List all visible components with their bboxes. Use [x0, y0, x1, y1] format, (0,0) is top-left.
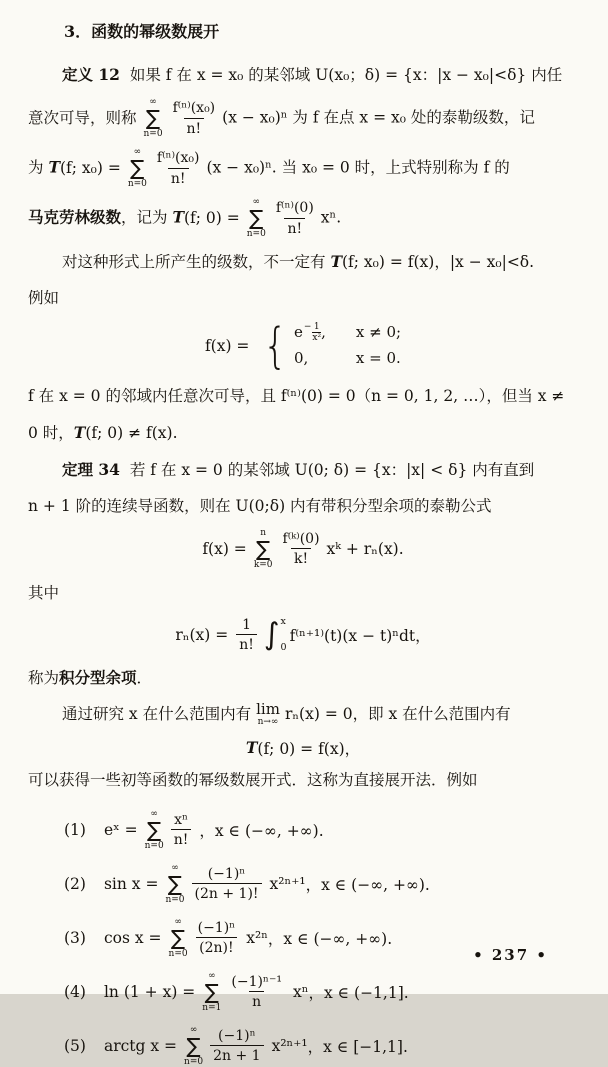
paragraph-text: 通过研究 x 在什么范围内有: [62, 704, 252, 723]
summation-symbol: ∞ ∑ n=1: [202, 970, 222, 1013]
series-power-term: x²ⁿ⁺¹: [269, 875, 306, 894]
remainder-formula: [28, 616, 578, 654]
definition-12-line-4: [28, 198, 578, 239]
remainder-name-pre: 称为: [28, 668, 60, 687]
fraction: $\frac{\text{f⁽ᵏ⁾(0)}}{k!}$: [282, 530, 320, 567]
paragraph-counterexample-line-1: [28, 248, 578, 276]
series-expansion-2: [28, 864, 578, 905]
series-power-term: x²ⁿ: [246, 929, 268, 948]
series-power-term: x²ⁿ⁺¹: [271, 1037, 308, 1056]
remainder-name-post: ．: [136, 668, 153, 687]
series-domain: ，x ∈ (−1,1].: [308, 984, 409, 1003]
summation-symbol: ∞ ∑ n=0: [127, 147, 147, 189]
taylor-formula-tail: xᵏ + rₙ(x).: [326, 540, 404, 558]
among-which-label: 其中: [28, 583, 60, 602]
definition-12-line-2: [28, 98, 578, 139]
sigma-glyph: ∑: [167, 871, 183, 896]
integral-glyph: ∫: [263, 616, 280, 652]
series-lhs: cos x =: [103, 929, 162, 948]
case-equation-lhs: f(x) =: [204, 336, 250, 355]
definition-12-text-3c: (x − x₀)ⁿ. 当 x₀ = 0 时，上式特别称为 f 的: [206, 158, 510, 177]
limit-symbol: lim n→∞: [256, 700, 280, 728]
paragraph-limit-line-2: 可以获得一些初等函数的幂级数展开式．这称为直接展开法．例如: [28, 770, 478, 789]
paragraph-text: (f; x₀) = f(x)，|x − x₀|<δ.: [341, 253, 535, 271]
fraction: $\frac{1}{n!}$: [236, 616, 257, 654]
series-expansion-1: [28, 810, 578, 851]
series-lhs: eˣ =: [103, 821, 138, 840]
summation-symbol: ∞ ∑ n=0: [246, 197, 266, 239]
sigma-glyph: ∑: [204, 979, 219, 1004]
definition-12-line-3: [28, 148, 578, 189]
theorem-34-label: 定理 34: [62, 459, 120, 479]
theorem-34-line-1: [28, 456, 578, 484]
series-domain: ，x ∈ [−1,1].: [307, 1038, 408, 1057]
series-power-term: xⁿ: [293, 983, 309, 1002]
remainder-formula-tail: f⁽ⁿ⁺¹⁾(t)(x − t)ⁿdt，: [289, 626, 431, 645]
fraction: $\frac{\text{f⁽ⁿ⁾(x₀)}}{n!}$: [156, 150, 200, 187]
case-row-1-condition: x ≠ 0;: [355, 323, 402, 341]
summation-symbol: ∞ ∑ n=0: [143, 97, 163, 139]
definition-12-label: 定义 12: [62, 65, 120, 84]
item-number: (2): [64, 875, 86, 894]
sigma-glyph: ∑: [130, 156, 145, 180]
case-row-1-value: e − $\frac{1}{\text{x²}}$ ,: [293, 322, 326, 343]
taylor-formula: [28, 529, 578, 570]
definition-12-text-1: 如果 f 在 x = x₀ 的某邻域 U(x₀；δ) = {x：|x − x₀|<δ} 内任: [129, 66, 563, 84]
definition-12-text-3a: 为: [28, 158, 49, 177]
section-heading: 3．函数的幂级数展开: [64, 22, 220, 41]
series-lhs: ln (1 + x) =: [103, 983, 196, 1002]
definition-12-text-4b: (f; 0) =: [184, 208, 240, 227]
item-number: (3): [64, 929, 86, 948]
paragraph-counterexample-line-2: 例如: [28, 289, 60, 307]
paragraph-derivatives-line-1: f 在 x = 0 的邻域内任意次可导，且 f⁽ⁿ⁾(0) = 0（n = 0, 1, 2, …），但当 x ≠: [28, 386, 565, 405]
series-domain: ，x ∈ (−∞, +∞).: [305, 876, 430, 895]
series-lhs: sin x =: [103, 875, 159, 894]
series-lhs: arctg x =: [103, 1037, 178, 1056]
definition-12-line-1: [28, 61, 578, 89]
definition-12-text-2b: (x − x₀)ⁿ 为 f 在点 x = x₀ 处的泰勒级数，记: [222, 108, 535, 127]
summation-symbol: ∞ ∑ n=0: [168, 916, 188, 959]
taylor-series-symbol: T: [73, 422, 86, 442]
maclaurin-equality-equation: [28, 737, 578, 759]
case-rows: [294, 321, 401, 371]
paragraph-text: 对这种形式上所产生的级数，不一定有: [62, 253, 331, 271]
summation-symbol: n ∑ k=0: [253, 527, 273, 570]
paragraph-limit-line-1: [28, 701, 578, 728]
sigma-glyph: ∑: [256, 536, 271, 561]
paragraph-derivatives-line-2: [28, 419, 578, 447]
summation-symbol: ∞ ∑ n=0: [144, 808, 164, 851]
sigma-glyph: ∑: [147, 817, 162, 842]
fraction: $\frac{\text{(−1)ⁿ⁻¹}}{n}$: [231, 974, 282, 1011]
fraction: $\frac{\text{f⁽ⁿ⁾(x₀)}}{n!}$: [172, 100, 216, 137]
summation-symbol: ∞ ∑ n=0: [184, 1024, 204, 1067]
taylor-series-symbol: T: [330, 252, 342, 271]
page-number: • 237 •: [473, 946, 548, 964]
item-number: (1): [64, 821, 86, 840]
series-expansion-4: [28, 972, 578, 1013]
remainder-name-line: [28, 664, 578, 692]
integral-symbol: ∫ x 0: [263, 615, 287, 654]
fraction: $\frac{\text{(−1)ⁿ}}{(2n + 1)!}$: [192, 865, 262, 903]
case-row-2-condition: x = 0.: [355, 349, 401, 368]
theorem-34-text-1: 若 f 在 x = 0 的某邻域 U(0; δ) = {x：|x| < δ} 内有直到: [129, 460, 535, 479]
summation-symbol: ∞ ∑ n=0: [165, 862, 185, 905]
taylor-formula-lhs: f(x) =: [202, 540, 247, 558]
exponent-fraction: − $\frac{1}{\text{x²}}$: [303, 322, 322, 343]
sigma-glyph: ∑: [145, 106, 161, 130]
item-number: (5): [64, 1037, 86, 1056]
sigma-glyph: ∑: [170, 925, 186, 950]
paragraph-text: 0 时，: [28, 423, 74, 442]
paragraph-text: rₙ(x) = 0，即 x 在什么范围内有: [284, 704, 511, 723]
fraction: $\frac{\text{f⁽ⁿ⁾(0)}}{n!}$: [275, 200, 314, 237]
sigma-glyph: ∑: [186, 1033, 201, 1058]
definition-12-text-3b: (f; x₀) =: [59, 158, 121, 177]
left-brace-glyph: {: [263, 317, 288, 374]
item-number: (4): [64, 983, 86, 1002]
series-domain: ，x ∈ (−∞, +∞).: [267, 930, 393, 949]
fraction: $\frac{\text{xⁿ}}{n!}$: [171, 811, 192, 849]
definition-12-text-4c: xⁿ.: [320, 208, 342, 227]
definition-12-text-4a: ，记为: [121, 208, 173, 227]
equation-text: (f; 0) = f(x)，: [257, 739, 361, 758]
integral-remainder-term: 积分型余项: [59, 667, 137, 687]
maclaurin-series-term: 马克劳林级数: [28, 207, 122, 227]
taylor-series-symbol: T: [245, 738, 258, 758]
definition-12-text-2a: 意次可导，则称: [28, 108, 137, 127]
taylor-series-symbol: T: [172, 207, 184, 227]
series-expansion-5: [28, 1026, 578, 1067]
fraction: $\frac{\text{(−1)ⁿ}}{2n + 1}$: [210, 1027, 263, 1065]
series-domain: ，x ∈ (−∞, +∞).: [199, 822, 324, 841]
sigma-glyph: ∑: [249, 206, 264, 230]
taylor-series-symbol: T: [48, 157, 60, 177]
paragraph-text: (f; 0) ≠ f(x).: [85, 423, 178, 442]
fraction: $\frac{\text{(−1)ⁿ}}{(2n)!}$: [197, 920, 236, 957]
theorem-34-line-2: n + 1 阶的连续导函数，则在 U(0;δ) 内有带积分型余项的泰勒公式: [28, 496, 492, 515]
remainder-formula-lhs: rₙ(x) =: [175, 625, 229, 644]
case-function-equation: [28, 317, 578, 374]
case-row-2-value: 0,: [293, 349, 309, 368]
